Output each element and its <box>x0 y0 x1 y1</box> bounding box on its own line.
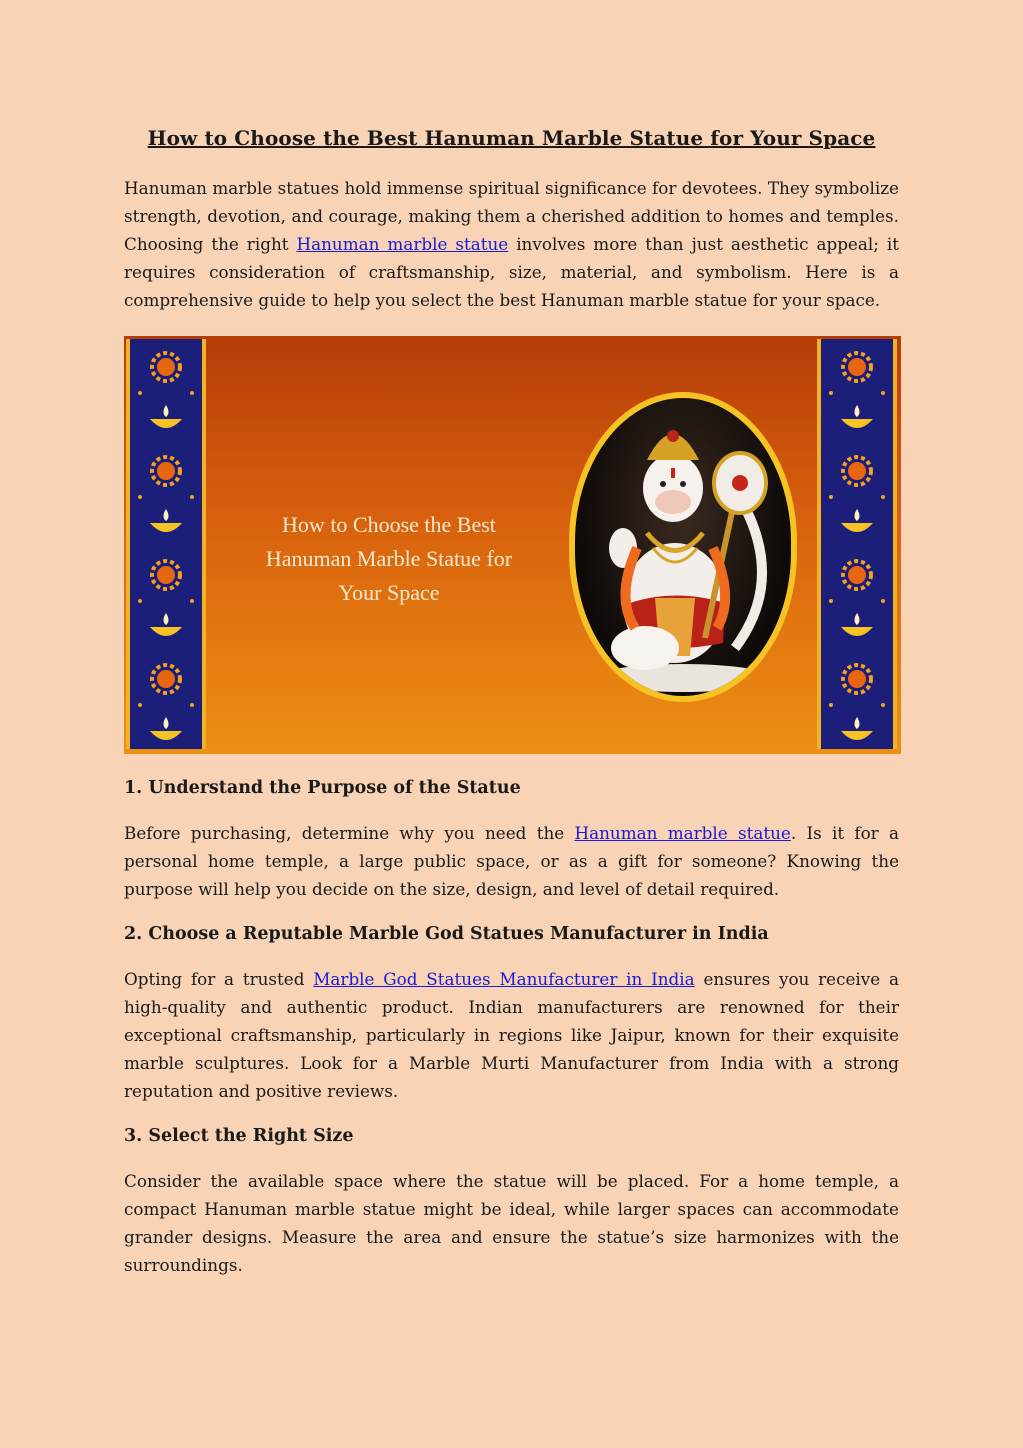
section-text: . Is it for a personal home temple, a large public space, or as a gift for someone? Knowing the purpose will help you decide on the size, design, and level of detail required. <box>124 823 899 899</box>
article <box>124 120 899 1279</box>
mandala-diya-pattern-icon <box>821 339 893 749</box>
section-text: Opting for a trusted <box>124 969 314 989</box>
banner-title-line: Your Space <box>338 580 440 605</box>
marble-god-statues-manufacturer-link[interactable]: Marble God Statues Manufacturer in India <box>313 969 695 989</box>
section-text: Before purchasing, determine why you need the <box>124 823 575 843</box>
hanuman-statue-photo <box>569 392 797 702</box>
section-paragraph-size: Consider the available space where the statue will be placed. For a home temple, a compact Hanuman marble statue might be ideal, while larger spaces can accommodate grander designs. Measure the area and ensure the statue’s size harmonizes with the surroundings. <box>124 1171 899 1275</box>
hanuman-marble-statue-link[interactable]: Hanuman marble statue <box>296 234 509 254</box>
section-paragraph-manufacturer <box>124 965 899 1105</box>
intro-paragraph <box>124 174 899 314</box>
section-text: ensures you receive a high-quality and authentic product. Indian manufacturers are renowned for their exceptional craftsmanship, particularly in regions like Jaipur, known for their exquisite marble sculptures. Look for a Marble Murti Manufacturer from India with a strong reputation and positive reviews. <box>124 969 899 1101</box>
intro-text-after: involves more than just aesthetic appeal; it requires consideration of craftsmanship, size, material, and symbolism. Here is a comprehensive guide to help you select the best Hanuman marble statue for your space. <box>124 234 899 310</box>
intro-text-before: Hanuman marble statues hold immense spiritual significance for devotees. They symbolize strength, devotion, and courage, making them a cherished addition to homes and temples. Choosing the right <box>124 178 899 254</box>
mandala-diya-pattern-icon <box>130 339 202 749</box>
hanuman-marble-statue-link[interactable]: Hanuman marble statue <box>574 823 791 843</box>
banner-title-line: Hanuman Marble Statue for <box>265 546 513 571</box>
section-heading-manufacturer: 2. Choose a Reputable Marble God Statues Manufacturer in India <box>124 924 769 944</box>
banner-title <box>224 508 554 610</box>
section-paragraph-purpose <box>124 819 899 903</box>
left-decorative-border <box>126 339 206 749</box>
article-title: How to Choose the Best Hanuman Marble Statue for Your Space <box>147 126 876 150</box>
hanuman-statue-icon <box>575 398 791 696</box>
section-heading-purpose: 1. Understand the Purpose of the Statue <box>124 778 521 798</box>
banner-title-line: How to Choose the Best <box>282 512 496 537</box>
section-heading-size: 3. Select the Right Size <box>124 1126 354 1146</box>
banner-image <box>124 336 901 754</box>
right-decorative-border <box>817 339 897 749</box>
